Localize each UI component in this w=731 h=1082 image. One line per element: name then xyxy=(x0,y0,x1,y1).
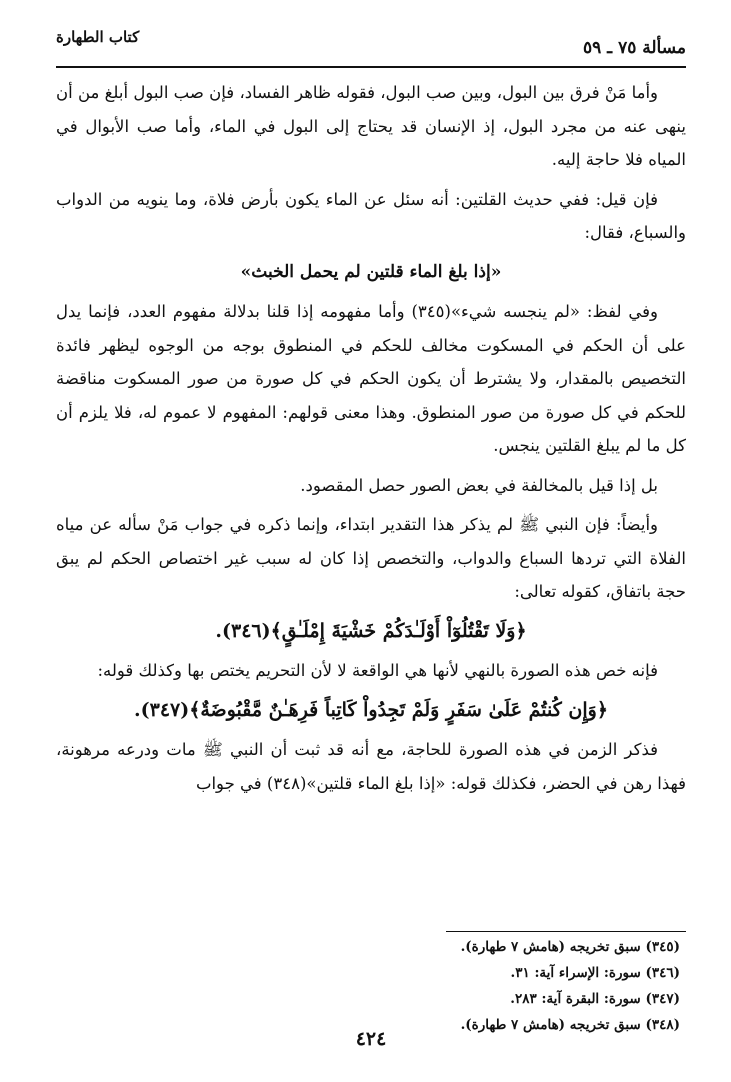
footnotes xyxy=(56,934,686,1038)
quran-verse-2: ﴿وَإِن كُنتُمْ عَلَىٰ سَفَرٍ وَلَمْ تَجِدُواْ كَاتِباً فَرِهَـٰنٌ مَّقْبُوضَةٌ﴾(٣٤٧). xyxy=(134,698,608,721)
book-page xyxy=(56,26,686,1056)
main-text xyxy=(56,76,686,806)
issue-number: مسألة ٧٥ ـ ٥٩ xyxy=(582,38,686,58)
hadith-quote: «إذا بلغ الماء قلتين لم يحمل الخبث» xyxy=(240,261,502,282)
paragraph-3: وفي لفظ: «لم ينجسه شيء»(٣٤٥) وأما مفهومه إذا قلنا بدلالة مفهوم العدد، فإنما يدل على أن الحكم في المسكوت مخالف للحكم في المنطوق بوجه من الوجوه ليظهر فائدة التخصيص بالمقدار، ولا يشترط أن يكون الحكم في كل صورة من صور المسكوت مناقضة للحكم في كل صورة من صور المنطوق. وهذا معنى قولهم: المفهوم لا عموم له، فلا يلزم أن كل ما لم يبلغ القلتين ينجس. xyxy=(56,302,686,455)
page-number: ٤٢٤ xyxy=(355,1028,387,1050)
paragraph-7: فذكر الزمن في هذه الصورة للحاجة، مع أنه قد ثبت أن النبي ﷺ مات ودرعه مرهونة، فهذا رهن في الحضر، فكذلك قوله: «إذا بلغ الماء قلتين»(٣٤٨) في جواب xyxy=(56,740,686,793)
footnote-divider xyxy=(446,931,686,932)
header-divider xyxy=(56,66,686,68)
paragraph-4: بل إذا قيل بالمخالفة في بعض الصور حصل المقصود. xyxy=(300,475,658,495)
page-header xyxy=(56,26,686,66)
footnote-346: (٣٤٦) سورة: الإسراء آية: ٣١. xyxy=(510,965,680,981)
paragraph-5: وأيضاً: فإن النبي ﷺ لم يذكر هذا التقدير ابتداء، وإنما ذكره في جواب مَنْ سأله عن مياه الفلاة التي تردها السباع والدواب، والتخصص إذا كان له سبب غير اختصاص الحكم لم يبق حجة باتفاق، كقوله تعالى: xyxy=(56,515,686,601)
paragraph-1: وأما مَنْ فرق بين البول، وبين صب البول، فقوله ظاهر الفساد، فإن صب البول أبلغ من أن ينهى عنه من مجرد البول، إذ الإنسان قد يحتاج إلى البول في الماء، وأما صب الأبوال في المياه فلا حاجة إليه. xyxy=(56,83,686,169)
paragraph-2: فإن قيل: ففي حديث القلتين: أنه سئل عن الماء يكون بأرض فلاة، وما ينويه من الدواب والسباع، فقال: xyxy=(56,189,686,242)
quran-verse-1: ﴿وَلَا تَقْتُلُوٓاْ أَوْلَـٰدَكُمْ خَشْيَةَ إِمْلَـٰقٍ﴾(٣٤٦). xyxy=(215,619,527,642)
footnote-345: (٣٤٥) سبق تخريجه (هامش ٧ طهارة). xyxy=(460,939,680,955)
paragraph-6: فإنه خص هذه الصورة بالنهي لأنها هي الواقعة لا لأن التحريم يختص بها وكذلك قوله: xyxy=(97,661,658,680)
footnote-347: (٣٤٧) سورة: البقرة آية: ٢٨٣. xyxy=(510,991,680,1007)
footnote-348: (٣٤٨) سبق تخريجه (هامش ٧ طهارة). xyxy=(460,1017,680,1033)
running-title: كتاب الطهارة xyxy=(56,28,140,46)
